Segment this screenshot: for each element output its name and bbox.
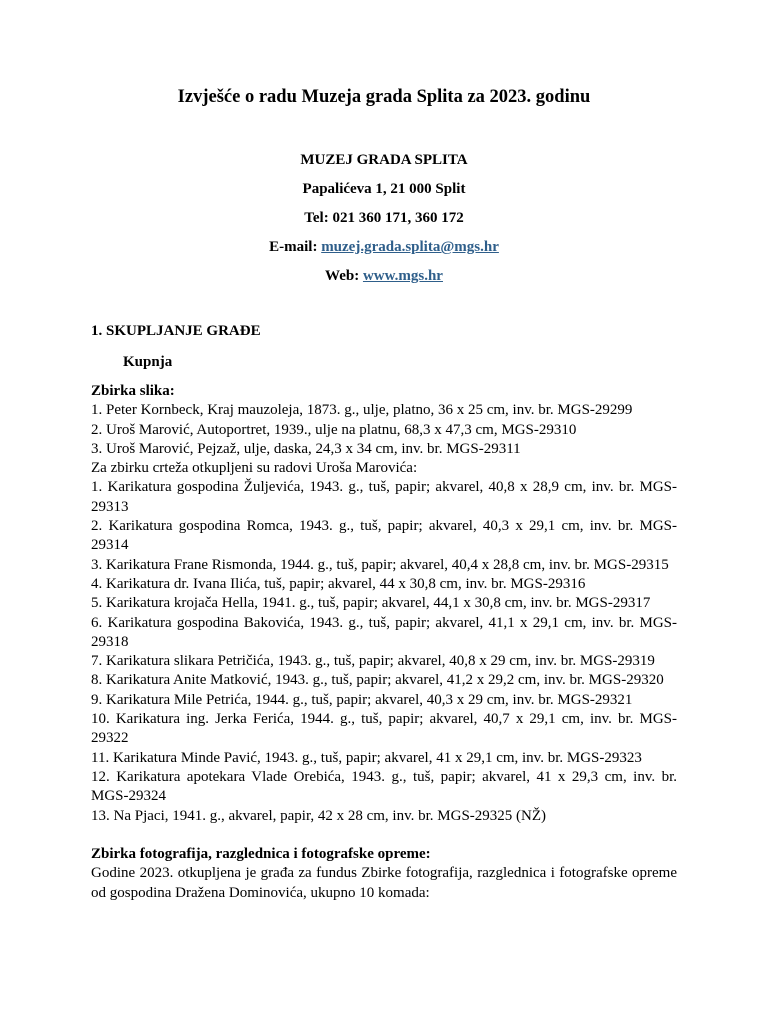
list-item: 3. Uroš Marović, Pejzaž, ulje, daska, 24,3 x 34 cm, inv. br. MGS-29311 [91,440,521,457]
list-item-cont: 29313 [91,498,129,515]
zbirka-slika-section [91,382,677,826]
list-item: 4. Karikatura dr. Ivana Ilića, tuš, papir; akvarel, 44 x 30,8 cm, inv. br. MGS-29316 [91,575,586,592]
list-item-cont: 29322 [91,730,129,747]
email-label: E-mail: [269,239,322,255]
zbirka-foto-title: Zbirka fotografija, razglednica i fotografske opreme: [91,846,431,862]
museum-email-line [0,237,768,257]
zbirka-foto-section [91,845,677,903]
paragraph-line: Godine 2023. otkupljena je građa za fundus Zbirke fotografija, razglednica i fotografske opreme [91,865,677,882]
list-item-cont: 29318 [91,633,129,650]
list-item: 1. Karikatura gospodina Žuljevića, 1943. g., tuš, papir; akvarel, 40,8 x 28,9 cm, inv. br. MGS- [91,479,677,496]
drawings-intro: Za zbirku crteža otkupljeni su radovi Uroša Marovića: [91,460,418,477]
museum-phone: Tel: 021 360 171, 360 172 [304,210,464,226]
email-link[interactable]: muzej.grada.splita@mgs.hr [321,239,499,255]
section-heading: 1. SKUPLJANJE GRAĐE [91,323,261,339]
web-label: Web: [325,268,363,284]
list-item: 5. Karikatura krojača Hella, 1941. g., tuš, papir; akvarel, 44,1 x 30,8 cm, inv. br. MGS-29317 [91,595,651,612]
museum-web-line [0,266,768,286]
list-item: 6. Karikatura gospodina Bakovića, 1943. g., tuš, papir; akvarel, 41,1 x 29,1 cm, inv. br. MGS- [91,614,677,631]
list-item: 10. Karikatura ing. Jerka Ferića, 1944. g., tuš, papir; akvarel, 40,7 x 29,1 cm, inv. br. MGS- [91,711,677,728]
list-item: 8. Karikatura Anite Matković, 1943. g., tuš, papir; akvarel, 41,2 x 29,2 cm, inv. br. MGS-29320 [91,672,664,689]
museum-address: Papalićeva 1, 21 000 Split [302,181,466,197]
list-item: 2. Karikatura gospodina Romca, 1943. g., tuš, papir; akvarel, 40,3 x 29,1 cm, inv. br. MGS- [91,518,677,535]
museum-name: MUZEJ GRADA SPLITA [300,152,468,168]
web-link[interactable]: www.mgs.hr [362,268,443,284]
paragraph-line: od gospodina Dražena Dominovića, ukupno 10 komada: [91,884,430,901]
list-item: 9. Karikatura Mile Petrića, 1944. g., tuš, papir; akvarel, 40,3 x 29 cm, inv. br. MGS-29321 [91,691,633,708]
list-item: 7. Karikatura slikara Petričića, 1943. g., tuš, papir; akvarel, 40,8 x 29 cm, inv. br. MGS-29319 [91,653,655,670]
list-item: 13. Na Pjaci, 1941. g., akvarel, papir, 42 x 28 cm, inv. br. MGS-29325 (NŽ) [91,807,547,824]
list-item: 11. Karikatura Minde Pavić, 1943. g., tuš, papir; akvarel, 41 x 29,1 cm, inv. br. MGS-29323 [91,749,642,766]
list-item: 2. Uroš Marović, Autoportret, 1939., ulje na platnu, 68,3 x 47,3 cm, MGS-29310 [91,421,577,438]
list-item: 3. Karikatura Frane Rismonda, 1944. g., tuš, papir; akvarel, 40,4 x 28,8 cm, inv. br. MGS-29315 [91,556,669,573]
list-item-cont: MGS-29324 [91,788,167,805]
list-item: 12. Karikatura apotekara Vlade Orebića, 1943. g., tuš, papir; akvarel, 41 x 29,3 cm, inv. br. [91,768,677,785]
section-subheading: Kupnja [123,354,173,370]
list-item-cont: 29314 [91,537,129,554]
document-title: Izvješće o radu Muzeja grada Splita za 2023. godinu [177,87,591,107]
list-item: 1. Peter Kornbeck, Kraj mauzoleja, 1873. g., ulje, platno, 36 x 25 cm, inv. br. MGS-29299 [91,402,633,419]
zbirka-slika-title: Zbirka slika: [91,383,175,399]
